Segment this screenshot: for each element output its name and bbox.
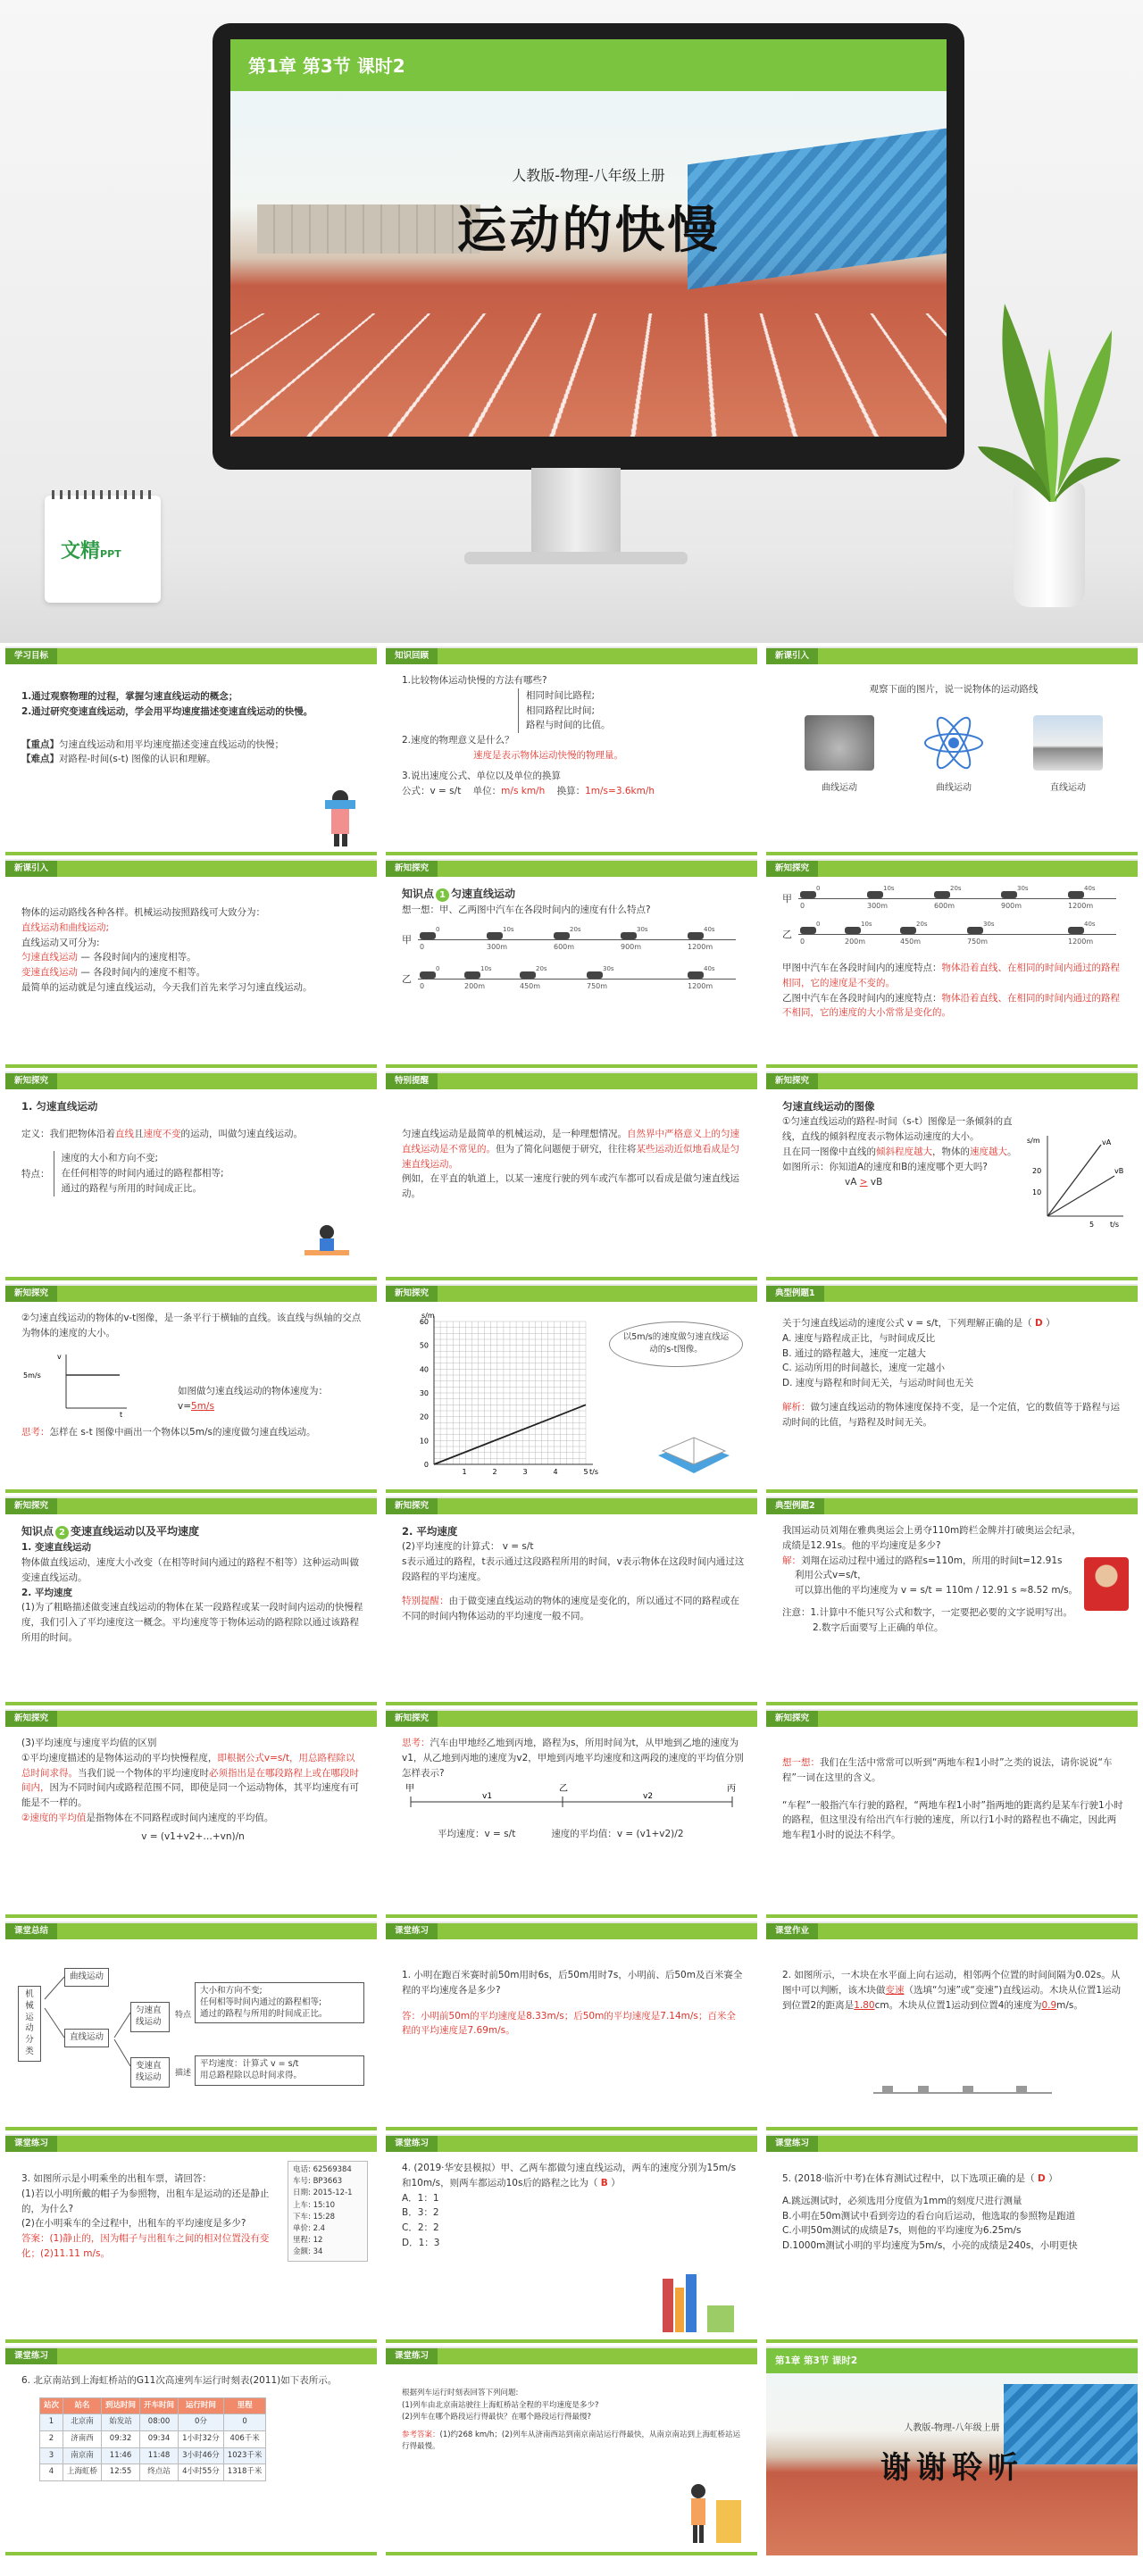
slide-special-note: 特别提醒 匀速直线运动是最简单的机械运动，是一种理想情况。自然界中严格意义上的匀速直线运动是不常见的。但为了简化问题便于研究，往往将某些运动近似地看成是匀速直线运动。 例如，在平直的轨道上，以某一速度行驶的列车或汽车都可以看成是做匀速直线运动。: [386, 1071, 757, 1280]
monitor-base: [464, 552, 688, 564]
train-image: [1033, 715, 1103, 771]
slide-summary: 课堂总结 机械运动分类 曲线运动 直线运动 匀速直线运动 变速直线运动 特点 大小和方向不变; 任何相等时间内通过的路程相等; 通过的路程与所用的时间成正比。 描述 平均速度：计算式 v = s/t 用总路程除以总时间求得。: [5, 1922, 377, 2130]
svg-text:vB: vB: [1114, 1167, 1124, 1175]
slide-vt-graph: 新知探究 ②匀速直线运动的物体的v-t图像，是一条平行于横轴的直线。该直线与纵轴的交点为物体的速度的大小。 v t 5m/s 如图做匀速直线运动的物体速度为： v=5m/s 思考：怎样在 s-t 图像中画出一个物体以5m/s的速度做匀速直线运动。: [5, 1284, 377, 1493]
svg-text:v1: v1: [482, 1792, 493, 1802]
table-row: 3 南京南 11:46 11:48 3小时46分 1023千米: [40, 2447, 266, 2464]
mind-variable: 变速直线运动: [130, 2057, 170, 2088]
monitor-stand: [531, 468, 621, 557]
slide-exercise-1: 课堂练习 1. 小明在跑百米赛时前50m用时6s，后50m用时7s，小明前、后50m及百米赛全程的平均速度各是多少? 答：小明前50m的平均速度是8.33m/s；后50m的平均速度是7.14m/s；百米全程的平均速度是7.69m/s。: [386, 1922, 757, 2130]
line-b: [1047, 1176, 1114, 1216]
y-tick-label: 50: [419, 1341, 429, 1350]
track-jia: 甲 0 300m 600m 900m 1200m 0 10s 20s 30s 40s: [782, 886, 1125, 916]
x-tick-label: 1: [462, 1468, 467, 1476]
atom-image: [919, 715, 989, 771]
track-jia: 甲 0 300m 600m 900m 1200m 0 10s 20s 30s 40s: [402, 927, 745, 957]
block-positions-diagram: [873, 2075, 1052, 2102]
slide-intro-pictures: 新课引入 观察下面的图片，说一说物体的运动路线 曲线运动 曲线运动 直线运动: [766, 646, 1138, 855]
svg-text:v: v: [57, 1352, 62, 1361]
svg-text:v2: v2: [643, 1792, 654, 1802]
slide-kp1-uniform: 新知探究 知识点 1 匀速直线运动 想一想：甲、乙两图中汽车在各段时间内的速度有什么特点? 甲 0 300m 600m 900m 1200m 0 10s 20s 30s 40s 乙 0 200m 450m 750m 1200m 0 10s 20s 30s 40s: [386, 859, 757, 1068]
slide-kp2-variable: 新知探究 知识点 2 变速直线运动以及平均速度 1. 变速直线运动 物体做直线运动，速度大小改变（在相等时间内通过的路程不相等）这种运动叫做变速直线运动。 2. 平均速度 (1)为了粗略描述做变速直线运动的物体在某一段路程或某一段时间内运动的快慢程度，我们引入了平均速度这一概念。平均速度等于物体运动的路程除以通过该路程所用的时间。: [5, 1496, 377, 1705]
x-tick-label: 3: [522, 1468, 528, 1476]
y-tick-label: 60: [419, 1318, 429, 1326]
svg-text:甲: 甲: [405, 1784, 414, 1795]
student-books-icon: [318, 782, 363, 846]
monitor-screen: [230, 39, 947, 437]
cover-title: 运动的快慢: [456, 202, 721, 260]
open-book-icon: [654, 1420, 734, 1482]
track-yi: 乙 0 200m 450m 750m 1200m 0 10s 20s 30s 40s: [782, 921, 1125, 952]
slide-exercise-timetable-q: 课堂练习 根据列车运行时刻表回答下列问题: (1)列车由北京南站驶往上海虹桥站全程的平均速度是多少? (2)列车在哪个路段运行得最快？在哪个路段运行得最慢? 参考答案：(1)约268 km/h；(2)列车从济南西站到南京南站运行得最快，从南京南站到上海虹桥站运行得最慢。: [386, 2347, 757, 2555]
svg-text:10: 10: [1032, 1188, 1042, 1196]
table-row: 1 北京南 始发站 08:00 0分 0: [40, 2414, 266, 2431]
slide-example-1: 典型例题1 关于匀速直线运动的速度公式 v = s/t，下列理解正确的是（ D ） A. 速度与路程成正比，与时间成反比 B. 通过的路程越大，速度一定越大 C. 运动所用的时间越长，速度一定越小 D. 速度与路程和时间无关，与运动时间也无关 解析：做匀速直线运动的物体速度保持不变，是一个定值，它的数值等于路程与运动时间的比值，与路程及时间无关。: [766, 1284, 1138, 1493]
cover-hero: [0, 0, 1143, 643]
slide-learning-goals: 学习目标 1.通过观察物理的过程，掌握匀速直线运动的概念； 2.通过研究变速直线运动，学会用平均速度描述变速直线运动的快慢。 【重点】匀速直线运动和用平均速度描述变速直线运动的快慢； 【难点】对路程-时间(s-t) 图像的认识和理解。: [5, 646, 377, 855]
chapter-label: 第1章 第3节 课时2: [248, 55, 405, 77]
slide-uniform-analysis: 新知探究 甲 0 300m 600m 900m 1200m 0 10s 20s 30s 40s 乙 0 200m 450m 750m 1200m 0 10s 20s 30s 40s 甲图中汽车在各段时间内的速度特点：物体沿着直线、在相同的时间内通过的路程相同，它的速度是不变的。 乙图中汽车在各段时间内的速度特点：物体沿着直线、在相同的时间内通过的路程不相同，它的速度的大小常常是变化的。: [766, 859, 1138, 1068]
slide-example-2: 典型例题2 我国运动员刘翔在雅典奥运会上勇夺110m跨栏金牌并打破奥运会纪录，成绩是12.91s。他的平均速度是多少? 解：刘翔在运动过程中通过的路程s=110m，所用的时间t=12.91s 利用公式v=s/t， 可以算出他的平均速度为 v = s/t = 110m / 12.91 s ≈8.52 m/s。 注意：1.计算中不能只写公式和数字，一定要把必要的文字说明写出。 2.数字后面要写上正确的单位。: [766, 1496, 1138, 1705]
slide-tag: 学习目标: [5, 648, 57, 664]
svg-text:t: t: [120, 1410, 123, 1417]
y-tick-label: 40: [419, 1365, 429, 1374]
x-tick-label: 2: [492, 1468, 497, 1476]
svg-text:5m/s: 5m/s: [23, 1371, 41, 1380]
mind-uniform-features: 大小和方向不变; 任何相等时间内通过的路程相等; 通过的路程与所用的时间成正比。: [195, 1982, 364, 2023]
slide-st-chart: 新知探究 60 50 40 30 20 10 0 1 2 3 4 5 s/m t/s 以5m/s的速度做匀速直线运动的s-t图像。: [386, 1284, 757, 1493]
svg-text:s/m: s/m: [1027, 1137, 1040, 1145]
mind-curve: 曲线运动: [64, 1968, 109, 1987]
taxi-ticket: 电话: 62569384 车号: BP3663 日期: 2015-12-1 上车: 15:10 下车: 15:28 单价: 2.4 里程: 12 金额: 34: [288, 2161, 368, 2262]
svg-text:5: 5: [1089, 1221, 1095, 1229]
slide-avg-vs-mean: 新知探究 (3)平均速度与速度平均值的区别 ①平均速度描述的是物体运动的平均快慢程度，即根据公式v=s/t，用总路程除以总时间求得。当我们说一个物体的平均速度时必须指出是在哪段路程上或在哪段时间内，因为不同时间内或路程范围不同，即使是同一个运动物体，其平均速度有可能是不一样的。 ②速度的平均值是指物体在不同路程或时间内速度的平均值。 v = (v1+v2+…+vn)/n: [5, 1709, 377, 1918]
track-yi: 乙 0 200m 450m 750m 1200m 0 10s 20s 30s 40s: [402, 966, 745, 996]
desk-calendar: [45, 496, 161, 603]
plant-icon: [978, 268, 1121, 625]
slide-think-journey: 新知探究 思考：汽车由甲地经乙地到丙地，路程为s，所用时间为t，从甲地到乙地的速度为v1，从乙地到丙地的速度为v2，甲地到丙地平均速度和这两段的速度的平均值分别怎样表示? 甲 乙 丙 v1 v2 平均速度：v = s/t 速度的平均值：v = (v1+v2)/2: [386, 1709, 757, 1918]
slide-homework: 课堂作业 2. 如图所示，一木块在水平面上向右运动，相邻两个位置的时间间隔为0.02s。从图中可以判断，该木块做变速（选填“匀速”或“变速”)直线运动。木块从位置1运动到位置2的距离是1.80cm。木块从位置1运动到位置4的速度为0.9m/s。: [766, 1922, 1138, 2130]
slide-exercise-taxi: 课堂练习 3. 如图所示是小明乘坐的出租车票，请回答： (1)若以小明所戴的帽子为参照物，出租车是运动的还是静止的，为什么? (2)在小明乘车的全过程中，出租车的平均速度是多少? 答案：(1)静止的，因为帽子与出租车之间的相对位置没有变化；(2)11.11 m/s。 电话: 62569384 车号: BP3663 日期: 2015-12-1 上车: 15:10 下车: 15:28 单价: 2.4 里程: 12 金额: 34: [5, 2134, 377, 2343]
slide-uniform-graph: 新知探究 匀速直线运动的图像 ①匀速直线运动的路程-时间（s-t）图像是一条倾斜的直线，直线的倾斜程度表示物体运动速度的大小。 且在同一图像中直线的倾斜程度越大，物体的速度越大。 如图所示：你知道A的速度和B的速度哪个更大吗? vA > vB s/m t/s 20 10 5 vA vB: [766, 1071, 1138, 1280]
student-standing-icon: [672, 2473, 747, 2552]
slide-intro-motion-types: 新课引入 物体的运动路线各种各样。机械运动按照路线可大致分为： 直线运动和曲线运动; 直线运动又可分为: 匀速直线运动 — 各段时间内的速度相等。 变速直线运动 — 各段时间内的速度不相等。 最简单的运动就是匀速直线运动，今天我们首先来学习匀速直线运动。: [5, 859, 377, 1068]
st-chart: [398, 1307, 604, 1491]
chapter-ribbon: [230, 39, 947, 91]
line-a: [1047, 1145, 1101, 1216]
y-tick-label: 10: [419, 1437, 429, 1446]
cover-subtitle: 人教版-物理-八年级上册: [512, 167, 665, 184]
table-row: 4 上海虹桥 12:55 终点站 4小时55分 1318千米: [40, 2464, 266, 2481]
y-axis-label: s/m: [421, 1312, 435, 1320]
y-tick-label: 0: [423, 1461, 429, 1469]
books-stack-icon: [654, 2270, 743, 2339]
vt-graph: [21, 1350, 129, 1417]
mind-root: 机械运动分类: [18, 1986, 41, 2062]
slide-uniform-definition: 新知探究 1. 匀速直线运动 定义：我们把物体沿着直线且速度不变的运动，叫做匀速直线运动。 特点： 速度的大小和方向不变; 在任何相等的时间内通过的路程都相等; 通过的路程与所用的时间成正比。: [5, 1071, 377, 1280]
slide-average-speed: 新知探究 2. 平均速度 (2)平均速度的计算式： v = s/t s表示通过的路程，t表示通过这段路程所用的时间，v表示物体在这段时间内通过这段路程的平均速度。 特别提醒：由于做变速直线运动的物体的速度是变化的，所以通过不同的路程或在不同的时间内物体运动的平均速度一般不同。: [386, 1496, 757, 1705]
x-axis-label: t/s: [589, 1468, 598, 1476]
table-row: 2 济南西 09:32 09:34 1小时32分 406千米: [40, 2430, 266, 2447]
brand-logo: 文精PPT: [61, 540, 121, 563]
mind-variable-desc: 平均速度：计算式 v = s/t 用总路程除以总时间求得。: [195, 2055, 364, 2086]
y-tick-label: 30: [419, 1389, 429, 1397]
slide-exercise-4: 课堂练习 4. (2019·华安县模拟）甲、乙两车都做匀速直线运动，两车的速度分别为15m/s和10m/s，则两车都运动10s后的路程之比为（ B ） A．1：1 B．3：2 C．2：2 D．1：3: [386, 2134, 757, 2343]
st-graph-ab: [1025, 1127, 1128, 1234]
svg-text:t/s: t/s: [1110, 1221, 1119, 1229]
y-tick-label: 20: [419, 1413, 429, 1421]
slide-knowledge-review: 知识回顾 1.比较物体运动快慢的方法有哪些? 相同时间比路程; 相同路程比时间; 路程与时间的比值。 2.速度的物理意义是什么？ 速度是表示物体运动快慢的物理量。 3.说出速度公式、单位以及单位的换算 公式：v = s/t 单位：m/s km/h 换算：1m/s=3.6km/h: [386, 646, 757, 855]
slide-thanks: 第1章 第3节 课时2 人教版-物理-八年级上册 谢谢聆听: [766, 2347, 1138, 2555]
x-tick-label: 5: [583, 1468, 588, 1476]
speech-bubble: 以5m/s的速度做匀速直线运动的s-t图像。: [609, 1321, 743, 1367]
running-track: [230, 313, 947, 437]
journey-diagram: [402, 1780, 741, 1822]
svg-text:乙: 乙: [559, 1784, 568, 1795]
svg-text:丙: 丙: [727, 1784, 736, 1795]
x-tick-label: 4: [553, 1468, 558, 1476]
mind-line: 直线运动: [64, 2029, 109, 2047]
thanks-title: 谢谢聆听: [880, 2450, 1023, 2486]
roller-coaster-image: [805, 715, 874, 771]
slide-exercise-5: 课堂练习 5. (2018·临沂中考)在体育测试过程中，以下选项正确的是（ D ） A.跳远测试时，必须选用分度值为1mm的刻度尺进行测量 B.小明在50m测试中看到旁边的看台向后运动，他选取的参照物是跑道 C.小明50m测试的成绩是7s，则他的平均速度为6.25m/s D.1000m测试小明的平均速度为5m/s，小亮的成绩是240s，小明更快: [766, 2134, 1138, 2343]
mind-uniform: 匀速直线运动: [130, 2002, 170, 2032]
athlete-photo: [1084, 1557, 1129, 1611]
slide-think-travel-time: 新知探究 想一想：我们在生活中常常可以听到“两地车程1小时”之类的说法，请你说说“车程”一词在这里的含义。 “车程”一般指汽车行驶的路程，“两地车程1小时”指两地的距离约是某车行驶1小时的路程，但这里没有给出汽车行驶的速度，所以行1小时的路程也不确定，因此两地车程1小时的说法不科学。: [766, 1709, 1138, 1918]
slide-exercise-timetable: 课堂练习 6. 北京南站到上海虹桥站的G11次高速列车运行时刻表(2011)如下表所示。 站次 站名 到达时间 开车时间 运行时间 里程 1 北京南 始发站 08:00 0分 0 2 济南西 09:32 09:34 1小时32分 406千米 3 南京南 11:46 11:48 3小时46分 1023千米 4 上海虹桥 12:55 终点站 4小时55分 1318千米: [5, 2347, 377, 2555]
timetable: 站次 站名 到达时间 开车时间 运行时间 里程 1 北京南 始发站 08:00 0分 0 2 济南西 09:32 09:34 1小时32分 406千米 3 南京南 11:46 11:48 3小时46分 1023千米 4 上海虹桥 12:55 终点站 4小时55分 1318千米: [39, 2397, 266, 2481]
svg-text:vA: vA: [1102, 1138, 1112, 1146]
svg-text:20: 20: [1032, 1167, 1042, 1175]
student-desk-icon: [300, 1216, 354, 1270]
